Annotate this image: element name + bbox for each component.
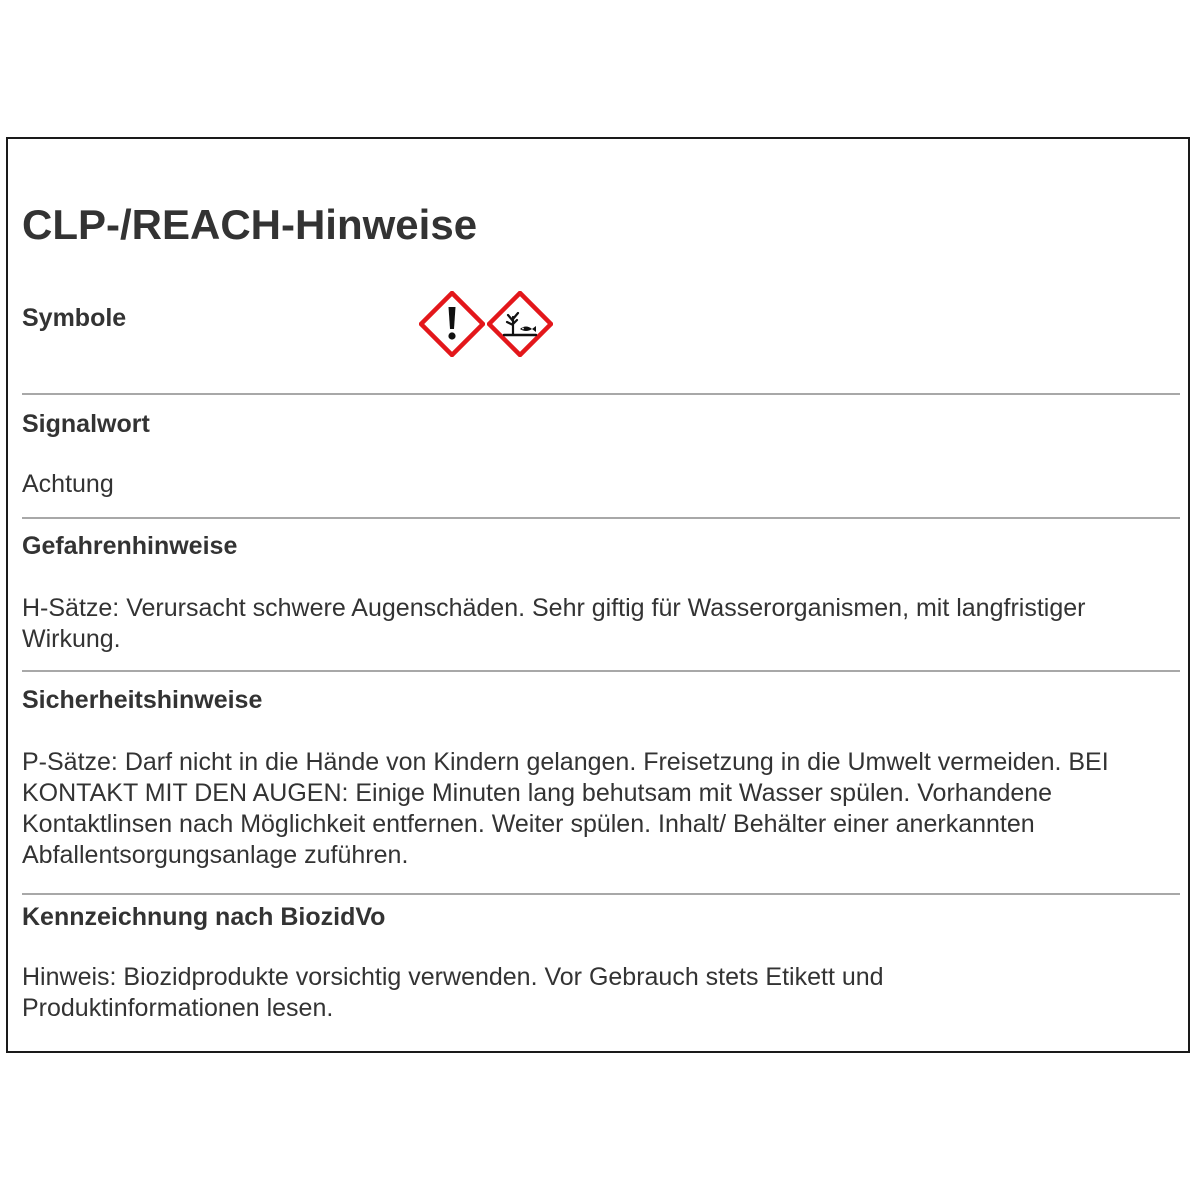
environment-hazard-icon bbox=[487, 291, 553, 357]
divider bbox=[22, 393, 1180, 395]
biocide-text: Hinweis: Biozidprodukte vorsichtig verwenden. Vor Gebrauch stets Etikett und Produktinformationen lesen. bbox=[22, 963, 884, 1022]
page-title: CLP-/REACH-Hinweise bbox=[22, 201, 478, 248]
hazard-pictograms bbox=[419, 291, 555, 357]
divider bbox=[22, 893, 1180, 895]
biocide-label: Kennzeichnung nach BiozidVo bbox=[22, 903, 386, 931]
hazard-statements-label: Gefahrenhinweise bbox=[22, 532, 238, 560]
symbols-label: Symbole bbox=[22, 304, 127, 332]
safety-statements-label: Sicherheitshinweise bbox=[22, 686, 263, 714]
signal-word-value: Achtung bbox=[22, 470, 114, 498]
divider bbox=[22, 670, 1180, 672]
divider bbox=[22, 517, 1180, 519]
safety-statements-text: P-Sätze: Darf nicht in die Hände von Kindern gelangen. Freisetzung in die Umwelt vermeiden. BEI KONTAKT MIT DEN AUGEN: Einige Minuten lang behutsam mit Wasser spülen. Vorhandene Kontaktlinsen nach Möglichkeit entfernen. Weiter spülen. Inhalt/ Behälter einer anerkannten Abfallentsorgungsanlage zuführen. bbox=[22, 748, 1109, 869]
signal-word-label: Signalwort bbox=[22, 410, 150, 438]
clp-reach-panel bbox=[6, 137, 1190, 1053]
hazard-statements-text: H-Sätze: Verursacht schwere Augenschäden. Sehr giftig für Wasserorganismen, mit langfristiger Wirkung. bbox=[22, 594, 1086, 653]
exclamation-mark-icon bbox=[419, 291, 485, 357]
